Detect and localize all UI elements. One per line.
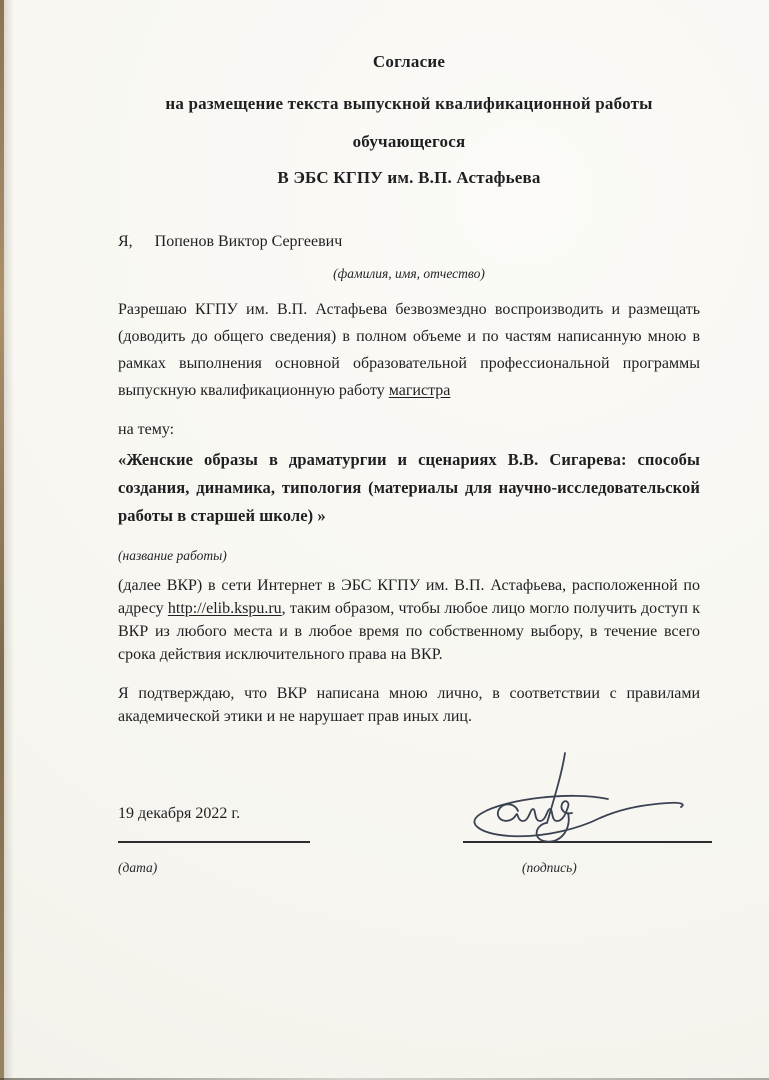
scan-left-edge-shadow bbox=[4, 0, 14, 1080]
terms-text-after-link: , таким образом, чтобы любое лицо могло получить доступ к ВКР из любого места и в любое время по собственному выбору, в течение всего срока действия исключительного права на ВКР. bbox=[118, 599, 701, 663]
elib-url: http://elib.kspu.ru bbox=[167, 599, 282, 617]
permission-paragraph bbox=[118, 296, 700, 404]
thesis-title: «Женские образы в драматургии и сценариях В.В. Сигарева: способы создания, динамика, типология (материалы для научно-исследовательской работы в старшей школе) » bbox=[118, 450, 700, 525]
confirmation-paragraph: Я подтверждаю, что ВКР написана мною лично, в соответствии с правилами академической этики и не нарушает прав иных лиц. bbox=[118, 684, 700, 725]
document-subtitle-line-1: на размещение текста выпускной квалификационной работы bbox=[165, 94, 653, 113]
declarant-row bbox=[118, 232, 700, 252]
date-value: 19 декабря 2022 г. bbox=[118, 804, 241, 822]
document-body bbox=[118, 0, 700, 954]
date-line bbox=[118, 841, 310, 843]
declarant-prefix: Я, bbox=[118, 233, 133, 250]
signoff-block bbox=[118, 804, 700, 954]
permission-text: Разрешаю КГПУ им. В.П. Астафьева безвозмездно воспроизводить и размещать (доводить до общего сведения) в полном объеме и по частям написанную мною в рамках выполнения основной образовательной профессиональной программы выпускную квалификационную работу bbox=[118, 301, 700, 399]
signature-caption: (подпись) bbox=[522, 859, 577, 875]
terms-text-before-link: (далее ВКР) в сети Интернет в ЭБС КГПУ им. В.П. Астафьева, расположенной по адресу bbox=[118, 576, 700, 617]
document-subtitle-line-3: В ЭБС КГПУ им. В.П. Астафьева bbox=[277, 168, 541, 187]
handwritten-signature bbox=[440, 741, 720, 851]
date-caption: (дата) bbox=[118, 859, 158, 875]
name-caption: (фамилия, имя, отчество) bbox=[333, 266, 485, 281]
terms-paragraph bbox=[118, 574, 700, 666]
degree-underlined: магистра bbox=[388, 382, 451, 399]
title-caption: (название работы) bbox=[118, 547, 227, 563]
document-subtitle-line-2: обучающегося bbox=[352, 132, 466, 151]
topic-label: на тему: bbox=[118, 421, 175, 438]
document-title: Согласие bbox=[372, 52, 446, 71]
declarant-name: Попенов Виктор Сергеевич bbox=[154, 233, 343, 250]
